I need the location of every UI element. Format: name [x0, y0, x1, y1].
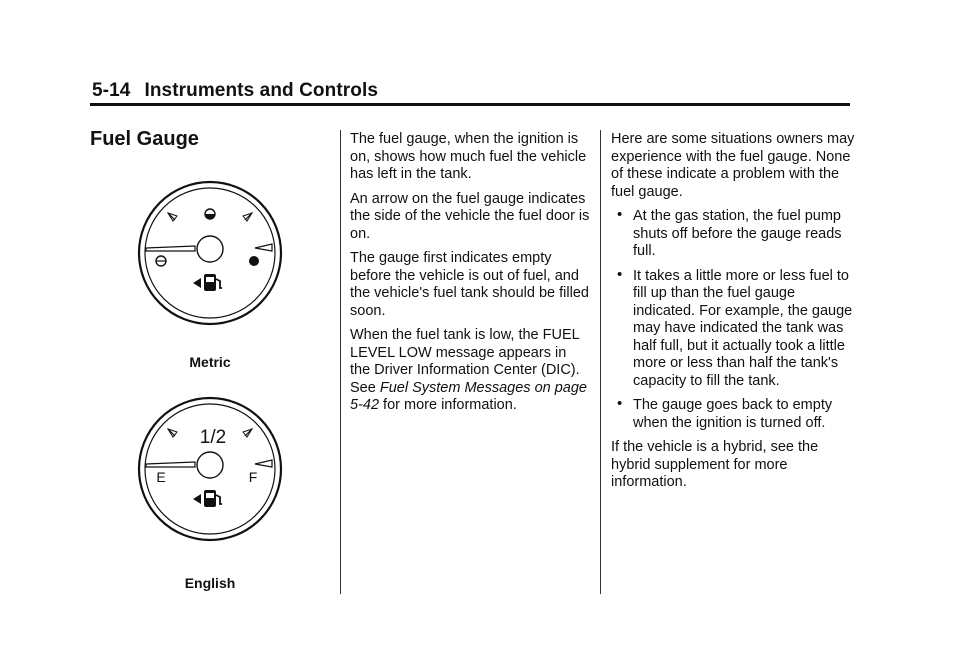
paragraph: An arrow on the fuel gauge indicates the side of the vehicle the fuel door is on.: [350, 190, 590, 242]
cross-reference-link[interactable]: Fuel System Messages on page 5-42: [350, 379, 587, 413]
page-header: [92, 80, 378, 102]
page-number: 5-14: [92, 80, 131, 101]
column-divider-2: [600, 130, 601, 594]
empty-label: E: [156, 469, 166, 485]
list-item: • It takes a little more or less fuel to fill up than the fuel gauge indicated. For example, the gauge may have indicated the tank was half full, but it actually took a little more or less than half the tank's capacity to fill the tank.: [611, 268, 857, 391]
situations-list: [611, 208, 857, 432]
fuel-pump-icon: [193, 274, 222, 291]
full-label: F: [248, 469, 258, 485]
fuel-pump-icon: [193, 490, 222, 507]
paragraph: The fuel gauge, when the ignition is on, shows how much fuel the vehicle has left in the tank.: [350, 131, 587, 182]
paragraph-text: When the fuel tank is low, the FUEL LEVEL LOW message appears in the Driver Information Center (DIC). See: [350, 327, 580, 396]
list-item: • At the gas station, the fuel pump shuts off before the gauge reads full.: [611, 208, 857, 261]
column-3-text: [611, 131, 857, 499]
half-label: 1/2: [199, 427, 227, 448]
header-rule: [90, 103, 850, 106]
paragraph: [350, 327, 590, 415]
fuel-gauge-metric-illustration: [137, 180, 283, 326]
column-2-text: [350, 131, 590, 422]
list-item: • The gauge goes back to empty when the ignition is turned off.: [611, 397, 857, 432]
figure-caption-english: English: [184, 575, 236, 591]
figure-caption-metric: Metric: [189, 354, 231, 370]
chapter-title: Instruments and Controls: [144, 80, 379, 101]
fuel-gauge-english-illustration: [137, 396, 283, 542]
column-divider-1: [340, 130, 341, 594]
paragraph-text: for more information.: [379, 397, 517, 413]
paragraph: Here are some situations owners may experience with the fuel gauge. None of these indicate a problem with the fuel gauge.: [611, 131, 855, 200]
section-title: Fuel Gauge: [90, 128, 199, 150]
paragraph: The gauge first indicates empty before the vehicle is out of fuel, and the vehicle's fuel tank should be filled soon.: [350, 250, 589, 319]
paragraph: If the vehicle is a hybrid, see the hybrid supplement for more information.: [611, 439, 819, 490]
